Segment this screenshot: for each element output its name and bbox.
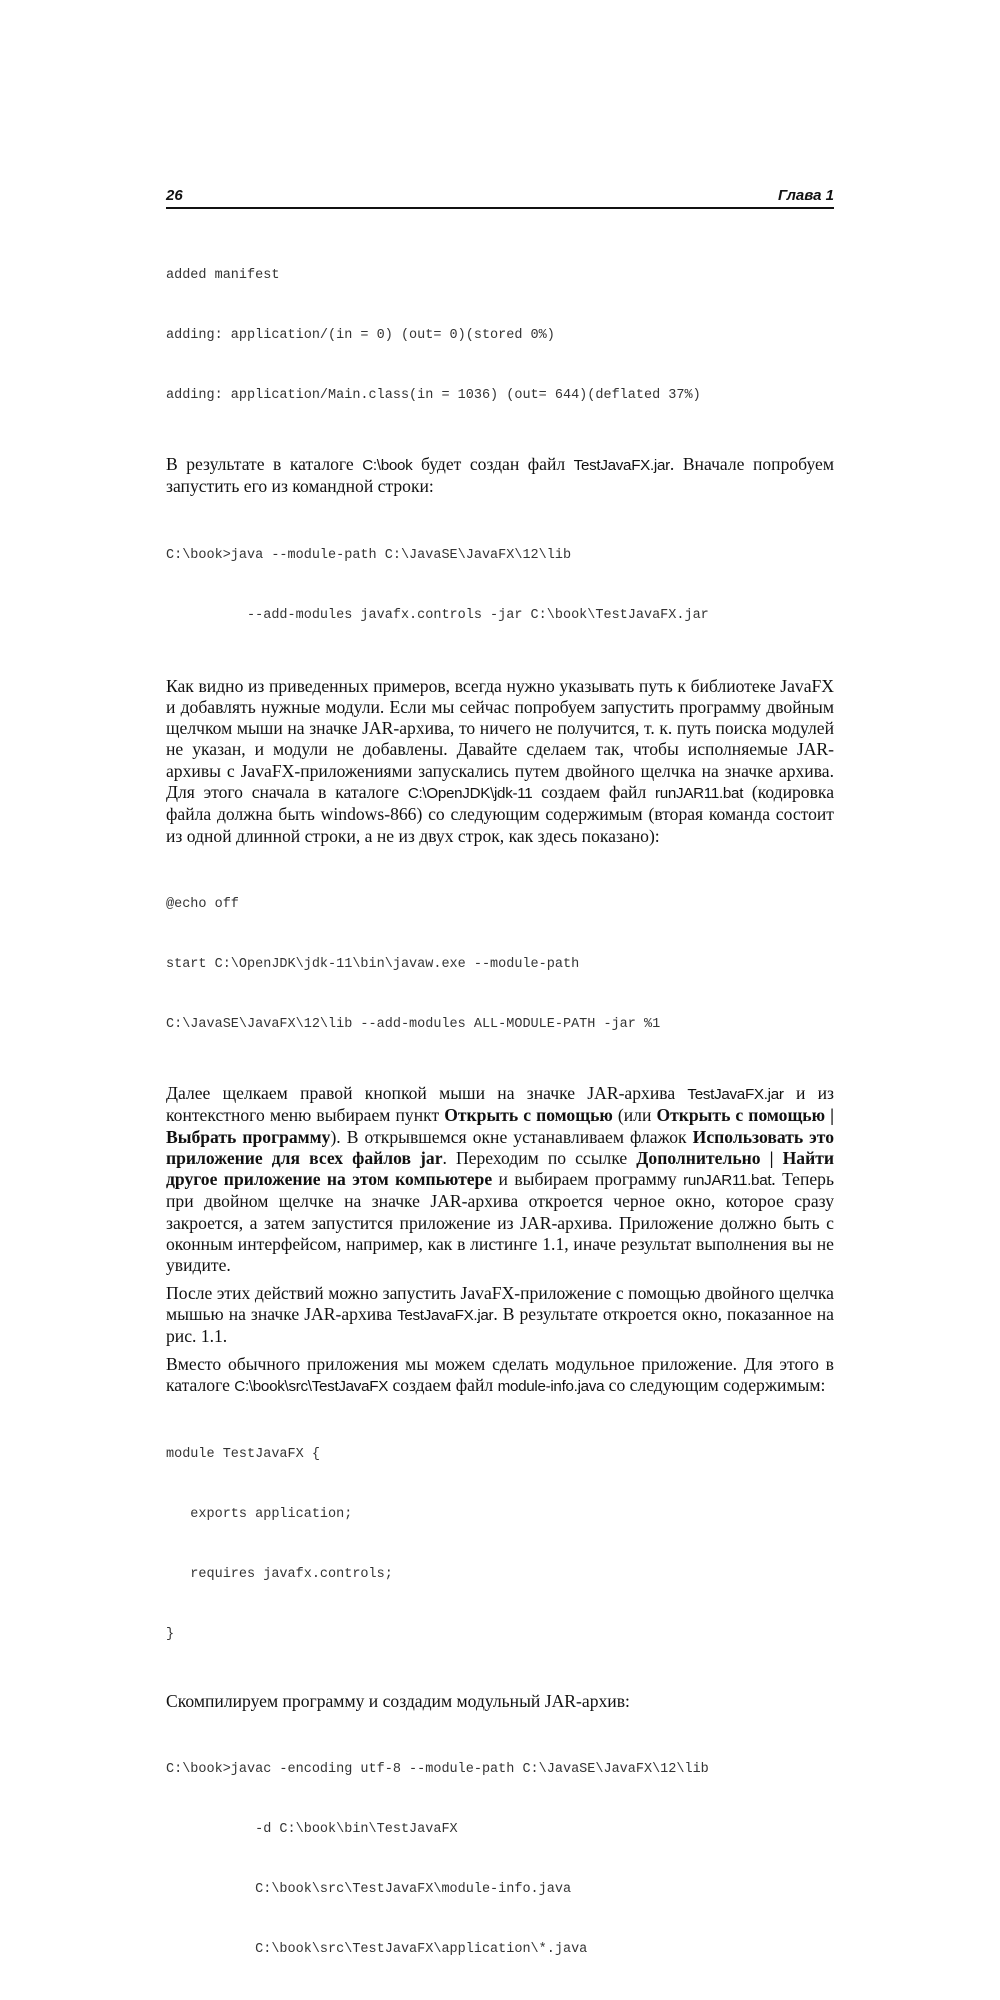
text: . В результате откроется окно, показанное на рис. 1.1. [166,1303,834,1347]
code-line: exports application; [166,1507,353,1523]
text: (или [612,1105,657,1126]
text: со следующим содержимым: [604,1374,826,1395]
text: Вместо обычного приложения мы можем сделать модульное приложение. Для этого в каталоге [166,1353,834,1395]
filename-text: TestJavaFX.jar [397,1306,494,1324]
text: Скомпилируем программу и создадим модульный JAR-архив: [166,1691,630,1712]
code-line: C:\book\src\TestJavaFX\application\*.java [166,1942,588,1958]
filename-text: module-info.java [497,1377,605,1395]
code-block-javac [166,1720,834,2000]
text: . Теперь при двойном щелчке на значке JAR-архива откроется черное окно, которое сразу закроется, а затем запустится приложение из JAR-архива. Приложение должно быть с оконным интерфейсом, например, как в листинге 1.1, иначе результат выполнения вы не увидите. [166,1169,834,1276]
code-line: start C:\OpenJDK\jdk-11\bin\javaw.exe --module-path [166,956,580,972]
menu-term: Открыть с помощью [444,1105,613,1126]
code-line: @echo off [166,896,239,912]
code-block-bat-file [166,855,834,1075]
path-text: C:\book [362,457,413,474]
menu-term: Дополнительно | Найти другое приложение на этом компьютере [166,1147,834,1190]
menu-term: Использовать это приложение для всех файлов jar [166,1126,834,1168]
text: создаем файл [532,782,655,803]
code-block-module-info [166,1405,834,1685]
text: и из контекстного меню выбираем пункт [166,1082,834,1126]
code-line: adding: application/(in = 0) (out= 0)(stored 0%) [166,328,555,343]
code-line: requires javafx.controls; [166,1567,393,1583]
path-text: C:\OpenJDK\jdk-11 [407,785,533,803]
code-line: C:\book\src\TestJavaFX\module-info.java [166,1882,572,1898]
text: После этих действий можно запустить JavaFX-приложение с помощью двойного щелчка мышью на значке JAR-архива [166,1282,834,1324]
code-line: added manifest [166,268,280,283]
text: и выбираем программу [492,1169,684,1190]
text: Далее щелкаем правой кнопкой мыши на значке JAR-архива [166,1082,688,1103]
text: будет создан файл [412,454,574,474]
text: В результате в каталоге [166,454,363,474]
book-page [166,185,834,2000]
text: Как видно из приведенных примеров, всегда нужно указывать путь к библиотеке JavaFX и добавлять нужные модули. Если мы сейчас попробуем запустить программу двойным щелчком мыши на значке JAR-архива, то ничего не получится, т. к. путь поиска модулей не указан, и модули не добавлены. Давайте сделаем так, чтобы исполняемые JAR-архивы с JavaFX-приложениями запускались путем двойного щелчка на значке архива. Для этого сначала в каталоге [166,675,834,803]
filename-text: TestJavaFX.jar [687,1085,784,1103]
code-line: --add-modules javafx.controls -jar C:\book\TestJavaFX.jar [166,607,709,623]
code-line: C:\JavaSE\JavaFX\12\lib --add-modules ALL-MODULE-PATH -jar %1 [166,1016,661,1032]
paragraph-compile [166,1691,834,1712]
code-line: C:\book>java --module-path C:\JavaSE\JavaFX\12\lib [166,547,572,563]
paragraph-module [166,1354,834,1398]
filename-text: runJAR11.bat [654,785,744,803]
paragraph-double-click [166,676,834,847]
code-line: -d C:\book\bin\TestJavaFX [166,1822,458,1838]
filename-text: TestJavaFX.jar [573,457,670,474]
code-line: module TestJavaFX { [166,1447,320,1463]
filename-text: runJAR11.bat [683,1172,772,1190]
code-block-jar-output [166,226,834,446]
paragraph-result [166,454,834,498]
code-line: C:\book>javac -encoding utf-8 --module-path C:\JavaSE\JavaFX\12\lib [166,1762,709,1778]
path-text: C:\book\src\TestJavaFX [234,1377,389,1395]
page-number: 26 [166,187,183,204]
code-line: adding: application/Main.class(in = 1036) (out= 644)(deflated 37%) [166,388,701,403]
text: ). В открывшемся окне устанавливаем флажок [330,1126,693,1147]
text: (кодировка файла должна быть windows-866) со следующим содержимым (вторая команда состоит из одной длинной строки, а не из двух строк, как здесь показано): [166,782,835,846]
paragraph-launch [166,1283,834,1348]
paragraph-context-menu [166,1083,834,1277]
chapter-title: Глава 1 [777,187,834,204]
text: . Вначале попробуем запустить его из командной строки: [166,454,834,497]
text: . Переходим по ссылке [442,1147,637,1168]
code-line: } [166,1627,175,1643]
text: создаем файл [388,1374,498,1395]
running-header [166,185,834,209]
code-block-java-run [166,506,834,666]
menu-term: Открыть с помощью | Выбрать программу [166,1105,834,1147]
